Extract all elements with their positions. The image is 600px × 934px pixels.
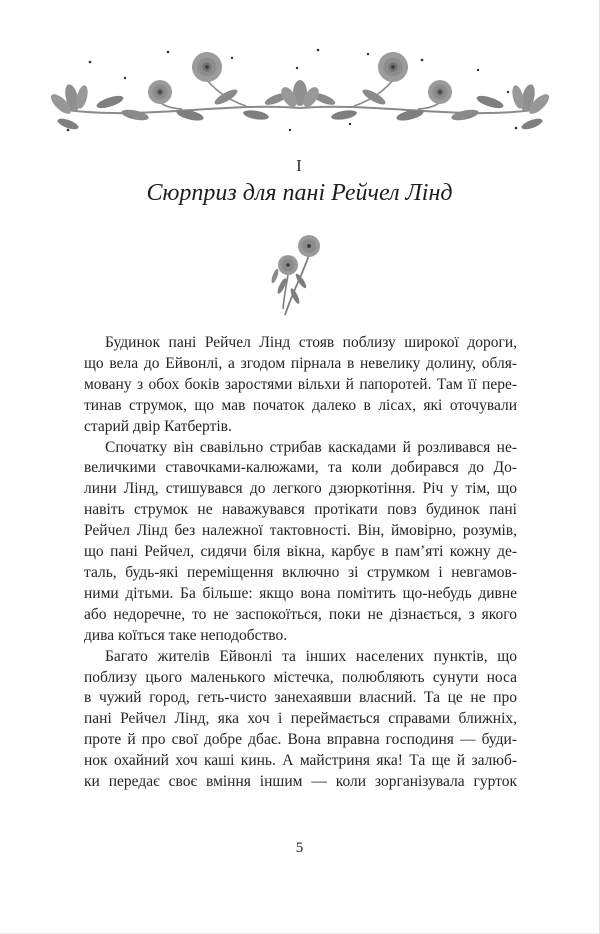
paragraph (84, 438, 517, 647)
text-line: пані Рейчел Лінд, яка хоч і переймається справами ближніх, (84, 710, 517, 728)
text-line: таль, будь-які переміщення включно зі струмком і невгамов- (84, 563, 517, 581)
tulip-flower (278, 80, 322, 110)
text-line: лини Лінд, стишувався до легкого дзюркотіння. Річ у тім, що (84, 480, 517, 498)
tulip-flower (50, 83, 90, 132)
rose-flower (428, 80, 452, 104)
rose-flower (378, 52, 408, 82)
floral-garland-ornament (50, 40, 550, 148)
round-flower (278, 255, 298, 275)
text-line: нок охайний хоч каші кинь. А майстриня яка! Та ще й залюб- (84, 752, 517, 770)
text-line: ки передає своє вміння іншим — коли зорганізувала гурток (84, 773, 517, 791)
rose-flower (192, 52, 222, 82)
page-number: 5 (295, 840, 304, 856)
chapter-title: Сюрприз для пані Рейчел Лінд (146, 180, 453, 206)
tulip-flower (510, 83, 550, 132)
text-line: що пані Рейчел, сидячи біля вікна, карбує в пам’яті кожну де- (84, 543, 517, 561)
text-line: Спочатку він свавільно стрибав каскадами й розливався не- (105, 438, 517, 456)
round-flower (298, 235, 320, 257)
text-line: проте й про свої добре дбає. Вона вправна господиня — буди- (84, 731, 517, 749)
text-line: дива коїться таке неподобство. (84, 626, 288, 644)
text-line: поблизу цього маленького містечка, полюбляють сунути носа (84, 668, 517, 686)
paragraph (84, 333, 517, 438)
chapter-number: I (296, 156, 303, 175)
text-line: в чужий город, геть-чисто занехаявши власний. Та це не про (84, 689, 517, 707)
text-line: або недоречне, то не заспокоїться, поки не дізнається, з якого (84, 605, 517, 623)
text-line: Рейчел Лінд без належної тактовності. Він, ймовірно, розумів, (84, 522, 517, 540)
text-line: мовану з обох боків заростями вільхи й папоротей. Там її пере- (84, 375, 517, 393)
text-line: навіть струмок не наважувався протікати повз будинок пані (84, 501, 517, 519)
text-line: старий двір Катбертів. (84, 417, 232, 435)
text-line: величкими ставочками-калюжами, та коли добирався до До- (84, 459, 517, 477)
text-line: що вела до Ейвонлі, а згодом пірнала в невелику долину, обля- (84, 354, 517, 372)
text-line: ними дітьми. Ба більше: якщо вона помітить що-небудь дивне (84, 584, 517, 602)
two-flower-sprig-ornament (255, 229, 350, 319)
text-line: Багато жителів Ейвонлі та інших населених пунктів, що (105, 647, 517, 665)
body-text (84, 333, 517, 793)
text-line: Будинок пані Рейчел Лінд стояв поблизу широкої дороги, (105, 334, 517, 351)
rose-flower (148, 80, 172, 104)
paragraph (84, 647, 517, 793)
text-line: тинав струмок, що мав початок далеко в лісах, які оточували (84, 396, 517, 414)
